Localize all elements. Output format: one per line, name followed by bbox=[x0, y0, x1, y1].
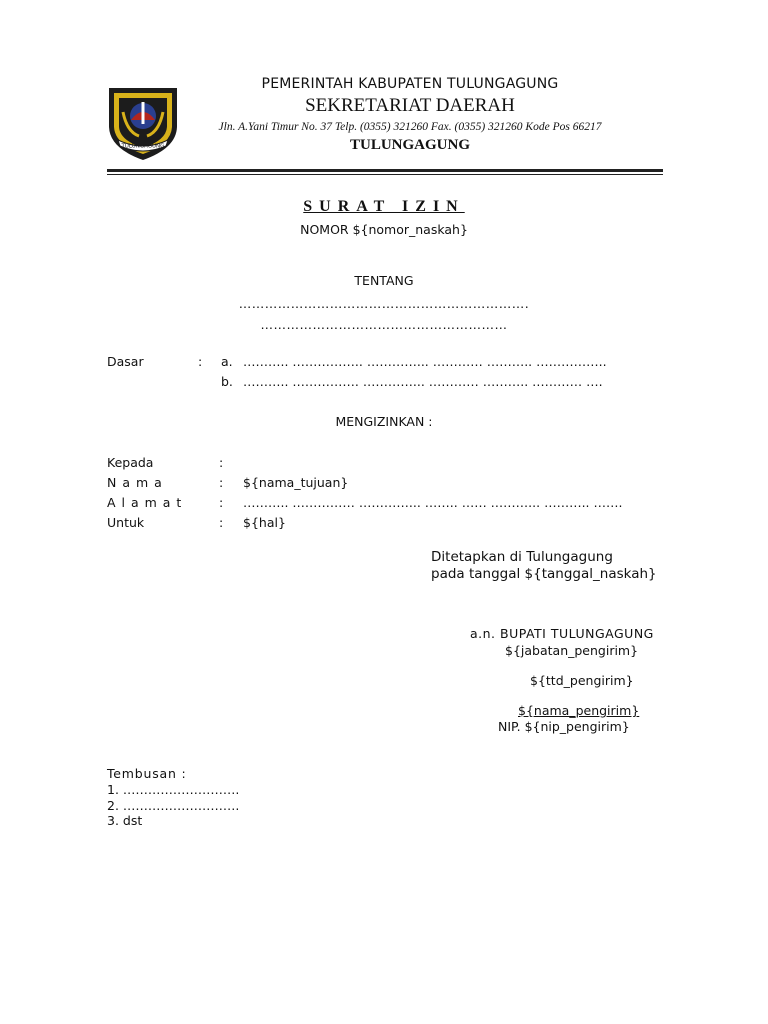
letterhead-address: Jln. A.Yani Timur No. 37 Telp. (0355) 321260 Fax. (0355) 321260 Kode Pos 66217 bbox=[218, 121, 602, 133]
enactment-date: pada tanggal ${tanggal_naskah} bbox=[431, 566, 657, 582]
letterhead-government: PEMERINTAH KABUPATEN TULUNGAGUNG bbox=[261, 76, 559, 92]
grant-heading: MENGIZINKAN : bbox=[335, 414, 433, 429]
about-placeholder-line-2: ………………………………………………… bbox=[260, 317, 508, 332]
field-label-kepada: Kepada bbox=[107, 455, 154, 470]
signature-position: ${jabatan_pengirim} bbox=[505, 643, 639, 658]
dasar-item-text: ……….. ……………. …………... ………… ……….. ………… …. bbox=[243, 374, 603, 389]
field-label-alamat: A l a m a t bbox=[107, 495, 183, 510]
logo-banner-text: TULUNGAGUNG bbox=[121, 143, 165, 150]
cc-item: 2. ………………………. bbox=[107, 798, 240, 813]
field-colon: : bbox=[219, 455, 224, 470]
cc-item: 1. ………………………. bbox=[107, 782, 240, 797]
field-label-nama: N a m a bbox=[107, 475, 163, 490]
signature-placeholder: ${ttd_pengirim} bbox=[530, 673, 634, 688]
field-colon: : bbox=[219, 475, 224, 490]
dasar-item-letter: a. bbox=[221, 354, 233, 369]
document-title: SURAT IZIN bbox=[303, 198, 465, 215]
enactment-place: Ditetapkan di Tulungagung bbox=[431, 549, 613, 565]
letterhead-rule-thin bbox=[107, 174, 663, 175]
about-placeholder-line-1: …………………………………………………………. bbox=[238, 296, 530, 311]
about-label: TENTANG bbox=[354, 273, 414, 288]
dasar-item-text: ……….. …………….. …………... ………… ……….. …………….. bbox=[243, 354, 607, 369]
dasar-colon: : bbox=[198, 354, 203, 369]
signature-name: ${nama_pengirim} bbox=[518, 703, 640, 718]
field-label-untuk: Untuk bbox=[107, 515, 145, 530]
signature-nip: NIP. ${nip_pengirim} bbox=[498, 719, 630, 734]
letterhead-city: TULUNGAGUNG bbox=[349, 137, 470, 153]
cc-label: Tembusan : bbox=[107, 766, 187, 781]
signature-on-behalf: a.n. BUPATI TULUNGAGUNG bbox=[470, 626, 654, 641]
dasar-label: Dasar bbox=[107, 354, 144, 369]
dasar-item-letter: b. bbox=[221, 374, 233, 389]
field-value-nama: ${nama_tujuan} bbox=[243, 475, 349, 490]
field-value-alamat: ……….. …………… …………... …….. …… ………... ……….. ……. bbox=[243, 495, 623, 510]
field-value-untuk: ${hal} bbox=[243, 515, 286, 530]
field-colon: : bbox=[219, 495, 224, 510]
letterhead-office: SEKRETARIAT DAERAH bbox=[305, 95, 515, 116]
field-colon: : bbox=[219, 515, 224, 530]
letterhead-rule-thick bbox=[107, 169, 663, 172]
document-number: NOMOR ${nomor_naskah} bbox=[300, 222, 468, 237]
cc-item: 3. dst bbox=[107, 813, 143, 828]
